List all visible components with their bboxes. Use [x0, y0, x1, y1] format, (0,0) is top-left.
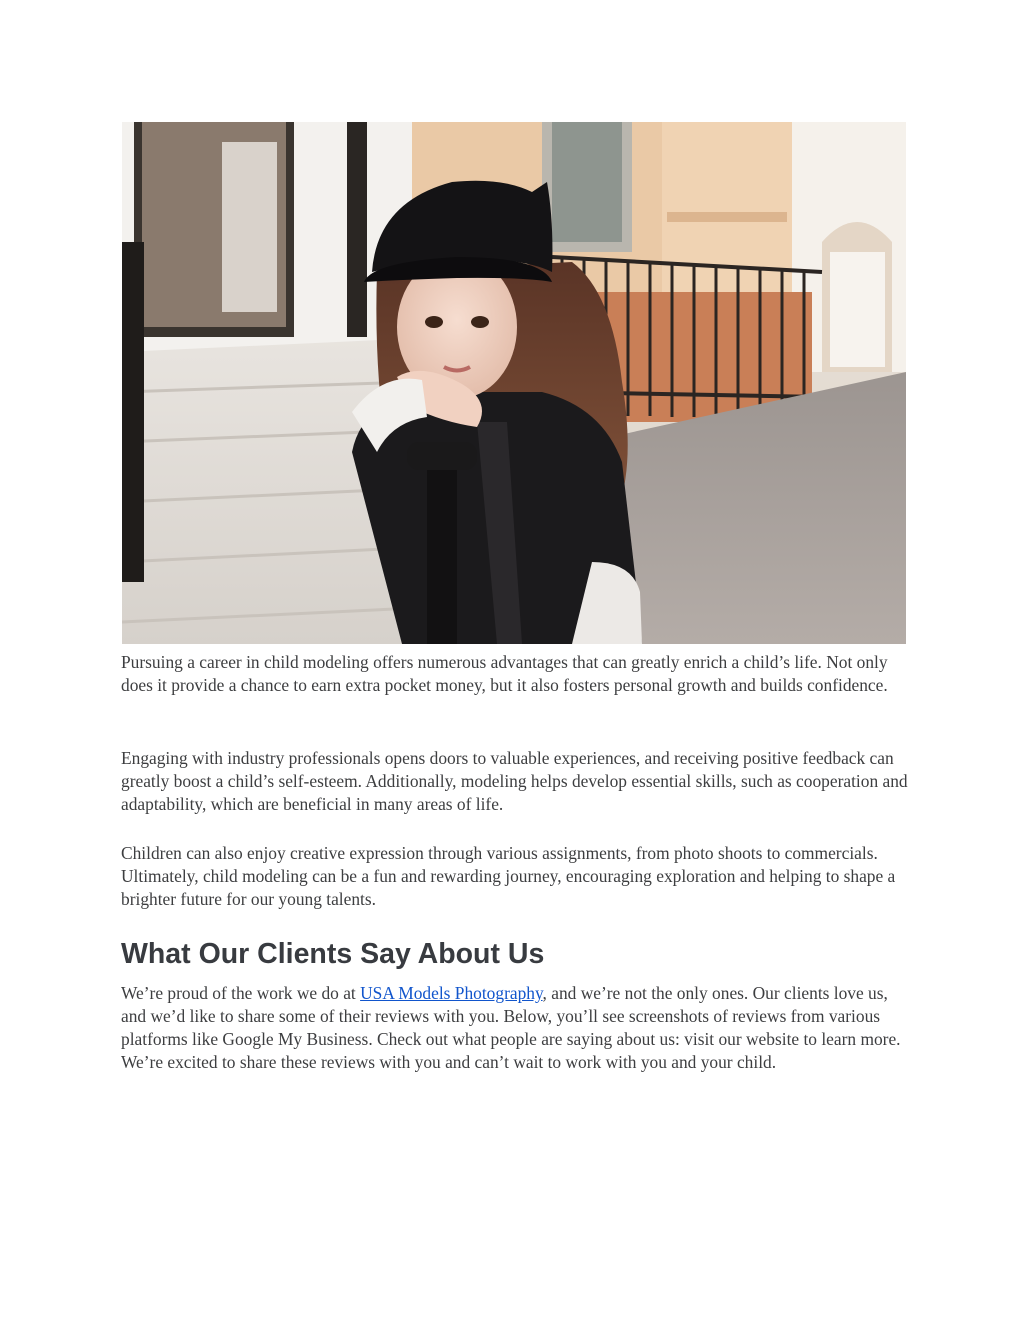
section-heading: What Our Clients Say About Us [121, 938, 545, 970]
reviews-text-after-link: , and we’re not the only ones. Our clients love us, and we’d like to share some of their reviews with you. Below, you’ll see screenshots of reviews from various platforms like Google My Business. Check out what people are saying about us: visit our website to learn more. We’re excited to share these reviews with you and can’t wait to work with you and your child. [121, 983, 901, 1072]
child-model-photo-icon [122, 122, 906, 644]
hero-photo [122, 122, 906, 644]
reviews-paragraph [121, 982, 911, 1074]
intro-paragraph-3: Children can also enjoy creative expression through various assignments, from photo shoots to commercials. Ultimately, child modeling can be a fun and rewarding journey, encouraging exploration and helping to shape a brighter future for our young talents. [121, 843, 896, 909]
usa-models-photography-link[interactable]: USA Models Photography [360, 983, 543, 1003]
intro-paragraph-2: Engaging with industry professionals opens doors to valuable experiences, and receiving positive feedback can greatly boost a child’s self-esteem. Additionally, modeling helps develop essential skills, such as cooperation and adaptability, which are beneficial in many areas of life. [121, 748, 908, 814]
intro-paragraph-1: Pursuing a career in child modeling offers numerous advantages that can greatly enrich a child’s life. Not only does it provide a chance to earn extra pocket money, but it also fosters personal growth and builds confidence. [121, 652, 888, 695]
reviews-text-before-link: We’re proud of the work we do at [121, 983, 361, 1003]
